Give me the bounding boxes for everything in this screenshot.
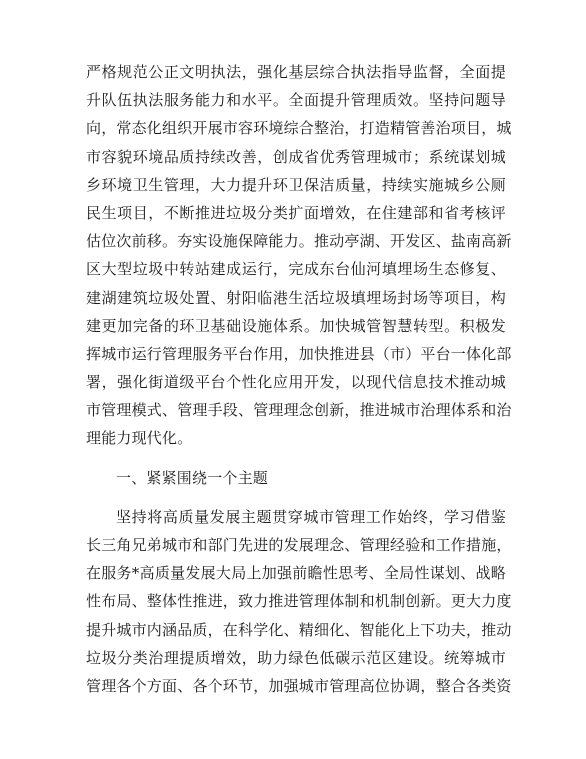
paragraph-line: 向，常态化组织开展市容环境综合整治，打造精管善治项目，城 xyxy=(86,119,512,138)
paragraph-line: 理能力现代化。 xyxy=(86,429,193,448)
paragraph-line: 性布局、整体性推进，致力推进管理体制和机制创新。更大力度 xyxy=(86,592,512,611)
paragraph-line: 民生项目，不断推进垃圾分类扩面增效，在住建部和省考核评 xyxy=(86,203,506,222)
paragraph-line: 建更加完备的环卫基础设施体系。加快城管智慧转型。积极发 xyxy=(86,316,506,335)
paragraph-line: 在服务*高质量发展大局上加强前瞻性思考、全局性谋划、战略 xyxy=(86,564,506,583)
paragraph-line: 严格规范公正文明执法，强化基层综合执法指导监督，全面提 xyxy=(86,63,506,81)
paragraph-line: 提升城市内涵品质，在科学化、精细化、智能化上下功夫，推动 xyxy=(86,620,512,639)
paragraph-2 xyxy=(86,503,512,700)
paragraph-line: 挥城市运行管理服务平台作用，加快推进县（市）平台一体化部 xyxy=(86,344,512,363)
document-page xyxy=(86,58,512,700)
paragraph-1 xyxy=(86,58,512,453)
paragraph-line: 建湖建筑垃圾处置、射阳临港生活垃圾填埋场封场等项目，构 xyxy=(86,288,506,307)
paragraph-line: 署，强化街道级平台个性化应用开发，以现代信息技术推动城 xyxy=(86,373,506,392)
paragraph-line: 坚持将高质量发展主题贯穿城市管理工作始终，学习借鉴 xyxy=(116,507,506,526)
paragraph-line: 市容貌环境品质持续改善，创成省优秀管理城市；系统谋划城 xyxy=(86,147,506,166)
paragraph-line: 垃圾分类治理提质增效，助力绿色低碳示范区建设。统筹城市 xyxy=(86,648,506,667)
paragraph-line: 长三角兄弟城市和部门先进的发展理念、管理经验和工作措施， xyxy=(86,536,512,554)
paragraph-line: 升队伍执法服务能力和水平。全面提升管理质效。坚持问题导 xyxy=(86,91,506,110)
paragraph-line: 区大型垃圾中转站建成运行，完成东台仙河填埋场生态修复、 xyxy=(86,260,506,279)
paragraph-line: 乡环境卫生管理，大力提升环卫保洁质量，持续实施城乡公厕 xyxy=(86,175,506,194)
section-heading: 一、紧紧围绕一个主题 xyxy=(116,468,269,487)
paragraph-line: 管理各个方面、各个环节，加强城市管理高位协调，整合各类资 xyxy=(86,676,512,695)
paragraph-line: 市管理模式、管理手段、管理理念创新，推进城市治理体系和治 xyxy=(86,401,512,420)
paragraph-line: 估位次前移。夯实设施保障能力。推动亭湖、开发区、盐南高新 xyxy=(86,232,512,251)
